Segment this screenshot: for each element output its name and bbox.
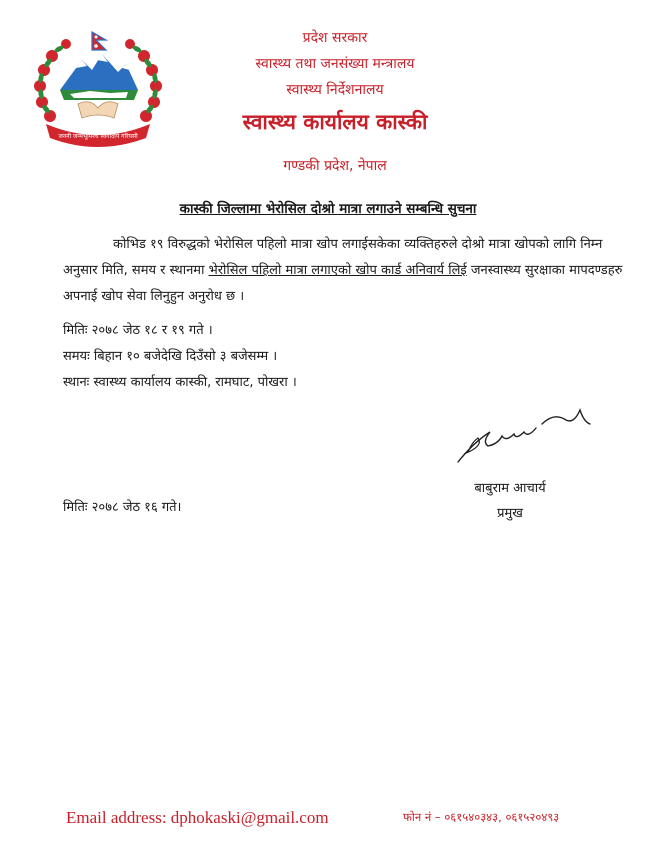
- detail-date: मितिः २०७८ जेठ १८ र १९ गते ।: [63, 323, 213, 338]
- notice-subject: कास्की जिल्लामा भेरोसिल दोश्रो मात्रा लगाउने सम्बन्धि सुचना: [179, 201, 477, 217]
- header-office-name: स्वास्थ्य कार्यालय कास्की: [242, 110, 428, 134]
- emblem-banner-text: जननी जन्मभूमिश्च स्वर्गादपि गरियसी: [58, 133, 138, 140]
- body-text-underlined: भेरोसिल पहिलो मात्रा लगाएको खोप कार्ड अनिवार्य लिई: [208, 263, 467, 278]
- body-text-part3: जनस्वास्थ्य सुरक्षाका मापदण्डहरु अपनाई खोप सेवा लिनुहुन अनुरोध छ ।: [63, 263, 623, 304]
- header-directorate: स्वास्थ्य निर्देशनालय: [286, 82, 384, 98]
- nepal-emblem-icon: [30, 28, 166, 150]
- header-province-government: प्रदेश सरकार: [302, 30, 368, 46]
- footer-phone: फोन नं – ०६१५४०३४३, ०६१५२०४९३: [403, 810, 560, 824]
- header-location: गण्डकी प्रदेश, नेपाल: [283, 158, 387, 174]
- handwritten-signature-icon: [454, 402, 594, 468]
- notice-body: [63, 232, 623, 310]
- detail-place: स्थानः स्वास्थ्य कार्यालय कास्की, रामघाट, पोखरा ।: [63, 375, 297, 390]
- body-text-part1: कोभिड १९ विरुद्धको भेरोसिल पहिलो मात्रा खोप लगाईसकेका व्यक्तिहरुले दोश्रो मात्रा खोपको लागि निम्न अनुसार मिति, समय र स्थानमा: [63, 237, 603, 278]
- signatory-title: प्रमुख: [497, 506, 523, 521]
- footer-email: Email address: dphokaski@gmail.com: [66, 808, 329, 827]
- header-ministry: स्वास्थ्य तथा जनसंख्या मन्त्रालय: [255, 56, 415, 72]
- issue-date: मितिः २०७८ जेठ १६ गते।: [63, 500, 182, 515]
- detail-time: समयः बिहान १० बजेदेखि दिउँसो ३ बजेसम्म ।: [63, 349, 278, 364]
- signatory-name: बाबुराम आचार्य: [474, 481, 546, 496]
